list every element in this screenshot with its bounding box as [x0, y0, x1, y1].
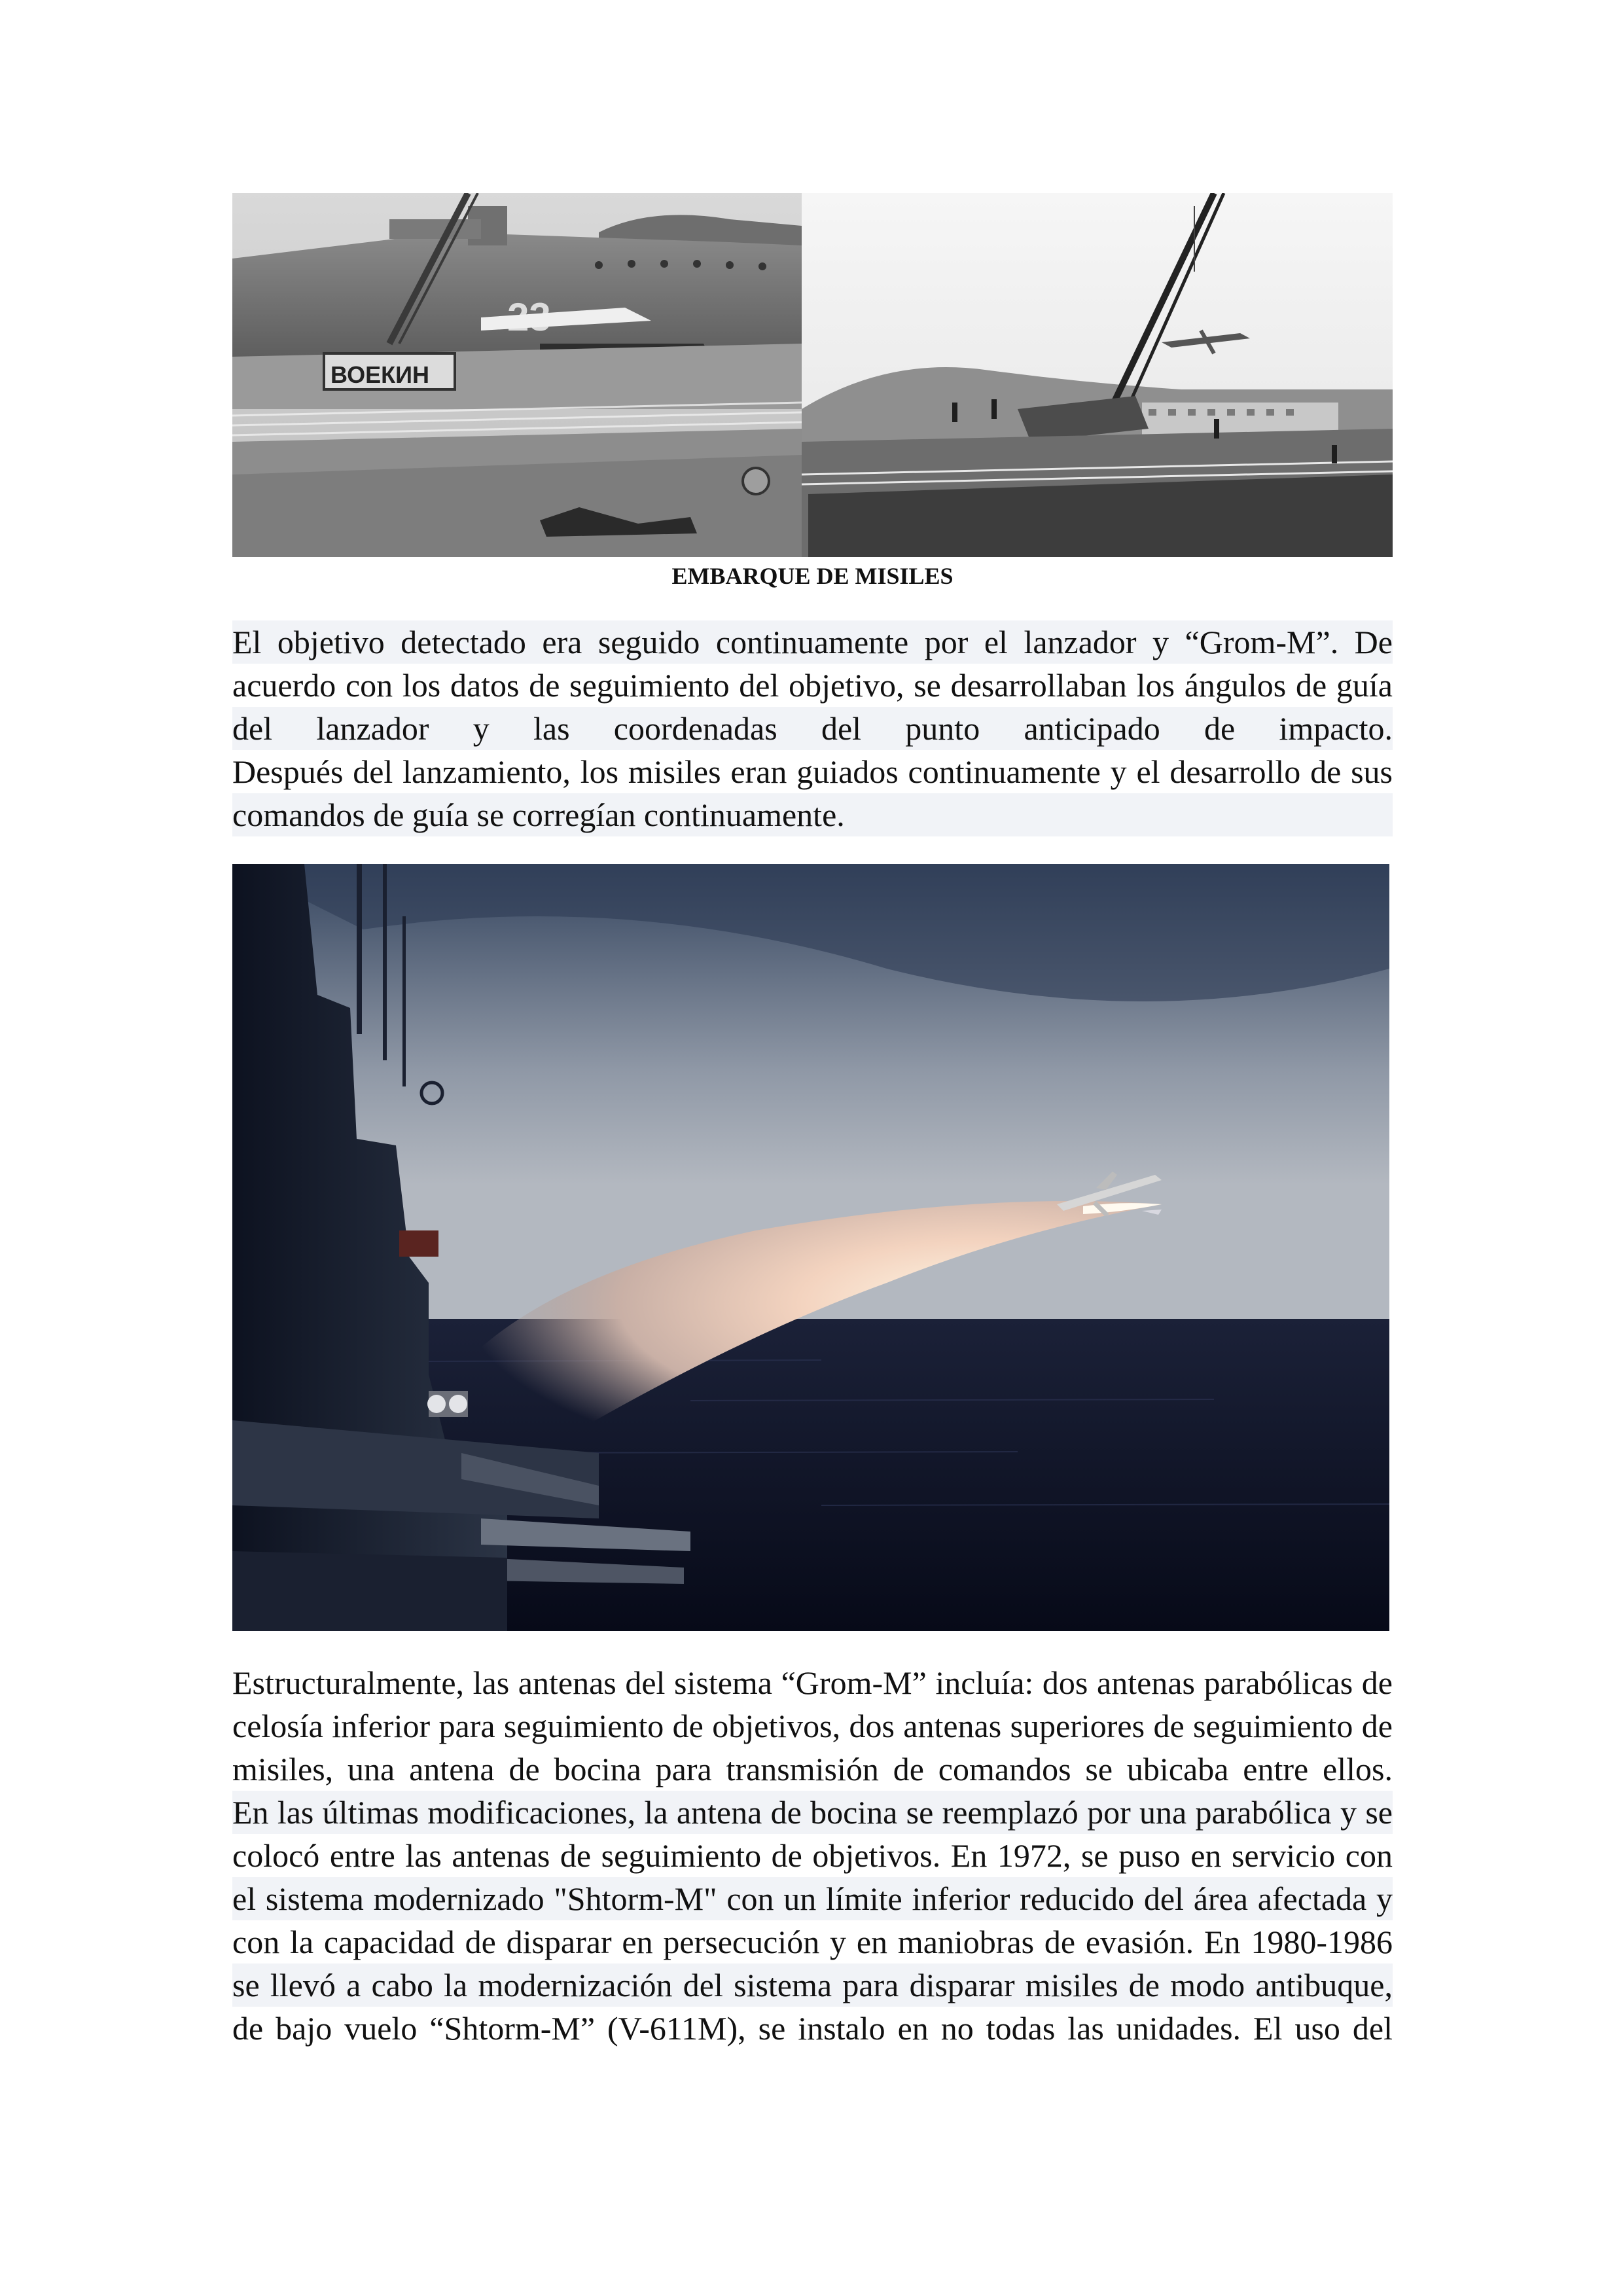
paragraph-line: comandos de guía se corregían continuamente.: [232, 793, 1393, 836]
paragraph-line: de bajo vuelo “Shtorm-M” (V-611M), se instalo en no todas las unidades. El uso del: [232, 2010, 1393, 2047]
paragraph-line: colocó entre las antenas de seguimiento de objetivos. En 1972, se puso en servicio con: [232, 1837, 1393, 1874]
paragraph-line: Estructuralmente, las antenas del sistema “Grom-M” incluía: dos antenas parabólicas de: [232, 1664, 1393, 1701]
paragraph-line: misiles, una antena de bocina para transmisión de comandos se ubicaba entre ellos.: [232, 1751, 1393, 1787]
paragraph-line: el sistema modernizado "Shtorm-M" con un límite inferior reducido del área afectada y: [232, 1877, 1393, 1920]
paragraph-line: El objetivo detectado era seguido continuamente por el lanzador y “Grom-M”. De: [232, 620, 1393, 664]
paragraph-line: Después del lanzamiento, los misiles eran guiados continuamente y el desarrollo de sus: [232, 753, 1393, 790]
photo-missile-launch-drawing: [232, 864, 1389, 1631]
paragraph-line: se llevó a cabo la modernización del sistema para disparar misiles de modo antibuque,: [232, 1964, 1393, 2007]
paragraph-line: En las últimas modificaciones, la antena de bocina se reemplazó por una parabólica y se: [232, 1791, 1393, 1834]
paragraph-line: del lanzador y las coordenadas del punto anticipado de impacto.: [232, 707, 1393, 750]
photo-missile-launch: [232, 864, 1389, 1631]
paragraph-line: con la capacidad de disparar en persecución y en maniobras de evasión. En 1980-1986: [232, 1924, 1393, 1960]
paragraph-line: celosía inferior para seguimiento de objetivos, dos antenas superiores de seguimiento de: [232, 1708, 1393, 1744]
figure-caption: EMBARQUE DE MISILES: [671, 563, 954, 589]
paragraph-guidance: [232, 620, 1393, 836]
paragraph-antenna-structure: [232, 1661, 1393, 2050]
photo-missile-loading-drawing: [232, 193, 1393, 557]
paragraph-line: acuerdo con los datos de seguimiento del objetivo, se desarrollaban los ángulos de guía: [232, 667, 1393, 704]
hull-lettering: ВОЕКИН: [330, 361, 429, 388]
photo-missile-loading: [232, 193, 1393, 557]
